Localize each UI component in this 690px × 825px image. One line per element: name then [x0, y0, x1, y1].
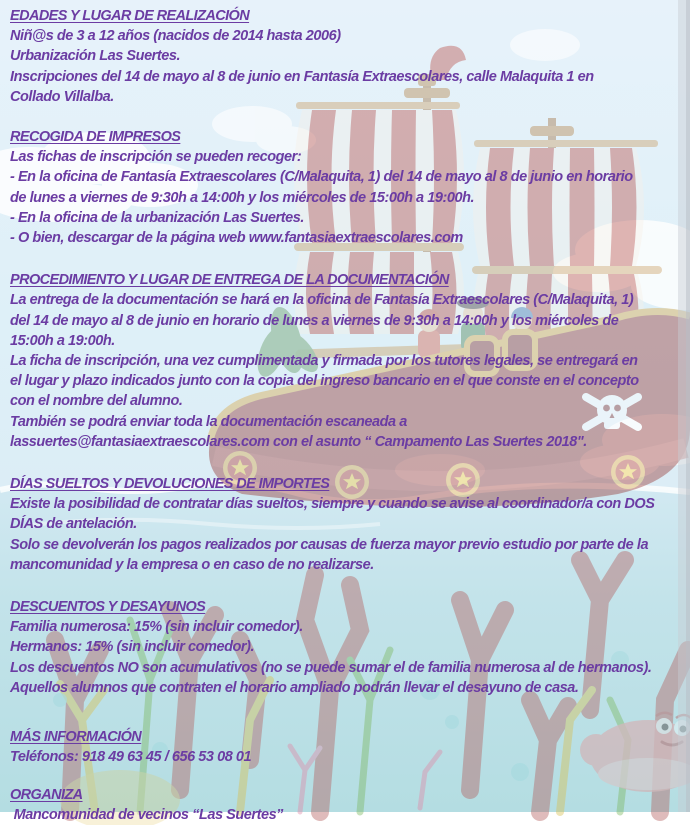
section-descuentos-y-desayunos — [10, 597, 688, 698]
text-line: - O bien, descargar de la página web www.fantasiaextraescolares.com — [10, 230, 463, 247]
text-line: mancomunidad y la empresa o en caso de no realizarse. — [10, 556, 374, 573]
section-heading: ORGANIZA — [10, 786, 83, 803]
text-line: Teléfonos: 918 49 63 45 / 656 53 08 01 — [10, 749, 252, 766]
text-line: Los descuentos NO son acumulativos (no se puede sumar el de familia numerosa al de hermanos). — [10, 659, 652, 676]
text-line: Inscripciones del 14 de mayo al 8 de junio en Fantasía Extraescolares, calle Malaquita 1 en — [10, 68, 594, 85]
text-line: - En la oficina de la urbanización Las Suertes. — [10, 209, 304, 226]
text-line: Familia numerosa: 15% (sin incluir comedor). — [10, 619, 303, 636]
section-heading: DESCUENTOS Y DESAYUNOS — [10, 599, 206, 616]
section-recogida-de-impresos — [10, 127, 688, 248]
text-line: Existe la posibilidad de contratar días sueltos, siempre y cuando se avise al coordinador/a con DOS — [10, 496, 655, 513]
text-line: del 14 de mayo al 8 de junio en horario de lunes a viernes de 9:30h a 14:00h y los miércoles de — [10, 312, 619, 329]
section-heading: MÁS INFORMACIÓN — [10, 729, 142, 746]
section-heading: EDADES Y LUGAR DE REALIZACIÓN — [10, 8, 250, 24]
text-line: Collado Villalba. — [10, 88, 114, 105]
section-dias-sueltos-devoluciones — [10, 474, 688, 575]
section-edades-y-lugar — [10, 6, 688, 107]
text-line: Hermanos: 15% (sin incluir comedor). — [10, 639, 255, 656]
text-line: Urbanización Las Suertes. — [10, 48, 181, 65]
section-heading: DÍAS SUELTOS Y DEVOLUCIONES DE IMPORTES — [10, 476, 330, 493]
text-line: de lunes a viernes de 9:30h a 14:00h y los miércoles de 15:00h a 19:00h. — [10, 189, 475, 206]
text-line: Mancomunidad de vecinos “Las Suertes” — [10, 806, 283, 823]
text-line: DÍAS de antelación. — [10, 516, 137, 533]
section-heading: RECOGIDA DE IMPRESOS — [10, 129, 181, 146]
section-organiza — [10, 785, 688, 825]
text-line: Las fichas de inscripción se pueden recoger: — [10, 149, 302, 166]
section-procedimiento-entrega-documentacion — [10, 270, 688, 452]
text-line: Aquellos alumnos que contraten el horario ampliado podrán llevar el desayuno de casa. — [10, 679, 579, 696]
text-line: Solo se devolverán los pagos realizados por causas de fuerza mayor previo estudio por parte de la — [10, 536, 649, 553]
section-heading: PROCEDIMIENTO Y LUGAR DE ENTREGA DE LA DOCUMENTACIÓN — [10, 272, 449, 289]
text-line: Niñ@s de 3 a 12 años (nacidos de 2014 hasta 2006) — [10, 28, 341, 45]
section-mas-informacion — [10, 727, 688, 767]
text-line: La entrega de la documentación se hará en la oficina de Fantasía Extraescolares (C/Malaquita, 1) — [10, 292, 634, 309]
text-line: 15:00h a 19:00h. — [10, 332, 115, 349]
text-line: La ficha de inscripción, una vez cumplimentada y firmada por los tutores legales, se entregará en — [10, 353, 638, 370]
text-line: lassuertes@fantasiaextraescolares.com con el asunto “ Campamento Las Suertes 2018". — [10, 433, 587, 450]
text-line: - En la oficina de Fantasía Extraescolares (C/Malaquita, 1) del 14 de mayo al 8 de junio en horario — [10, 169, 633, 186]
text-line: el lugar y plazo indicados junto con la copia del ingreso bancario en el que conste en el concepto — [10, 373, 639, 390]
text-line: con el nombre del alumno. — [10, 393, 183, 410]
text-line: También se podrá enviar toda la documentación escaneada a — [10, 413, 407, 430]
